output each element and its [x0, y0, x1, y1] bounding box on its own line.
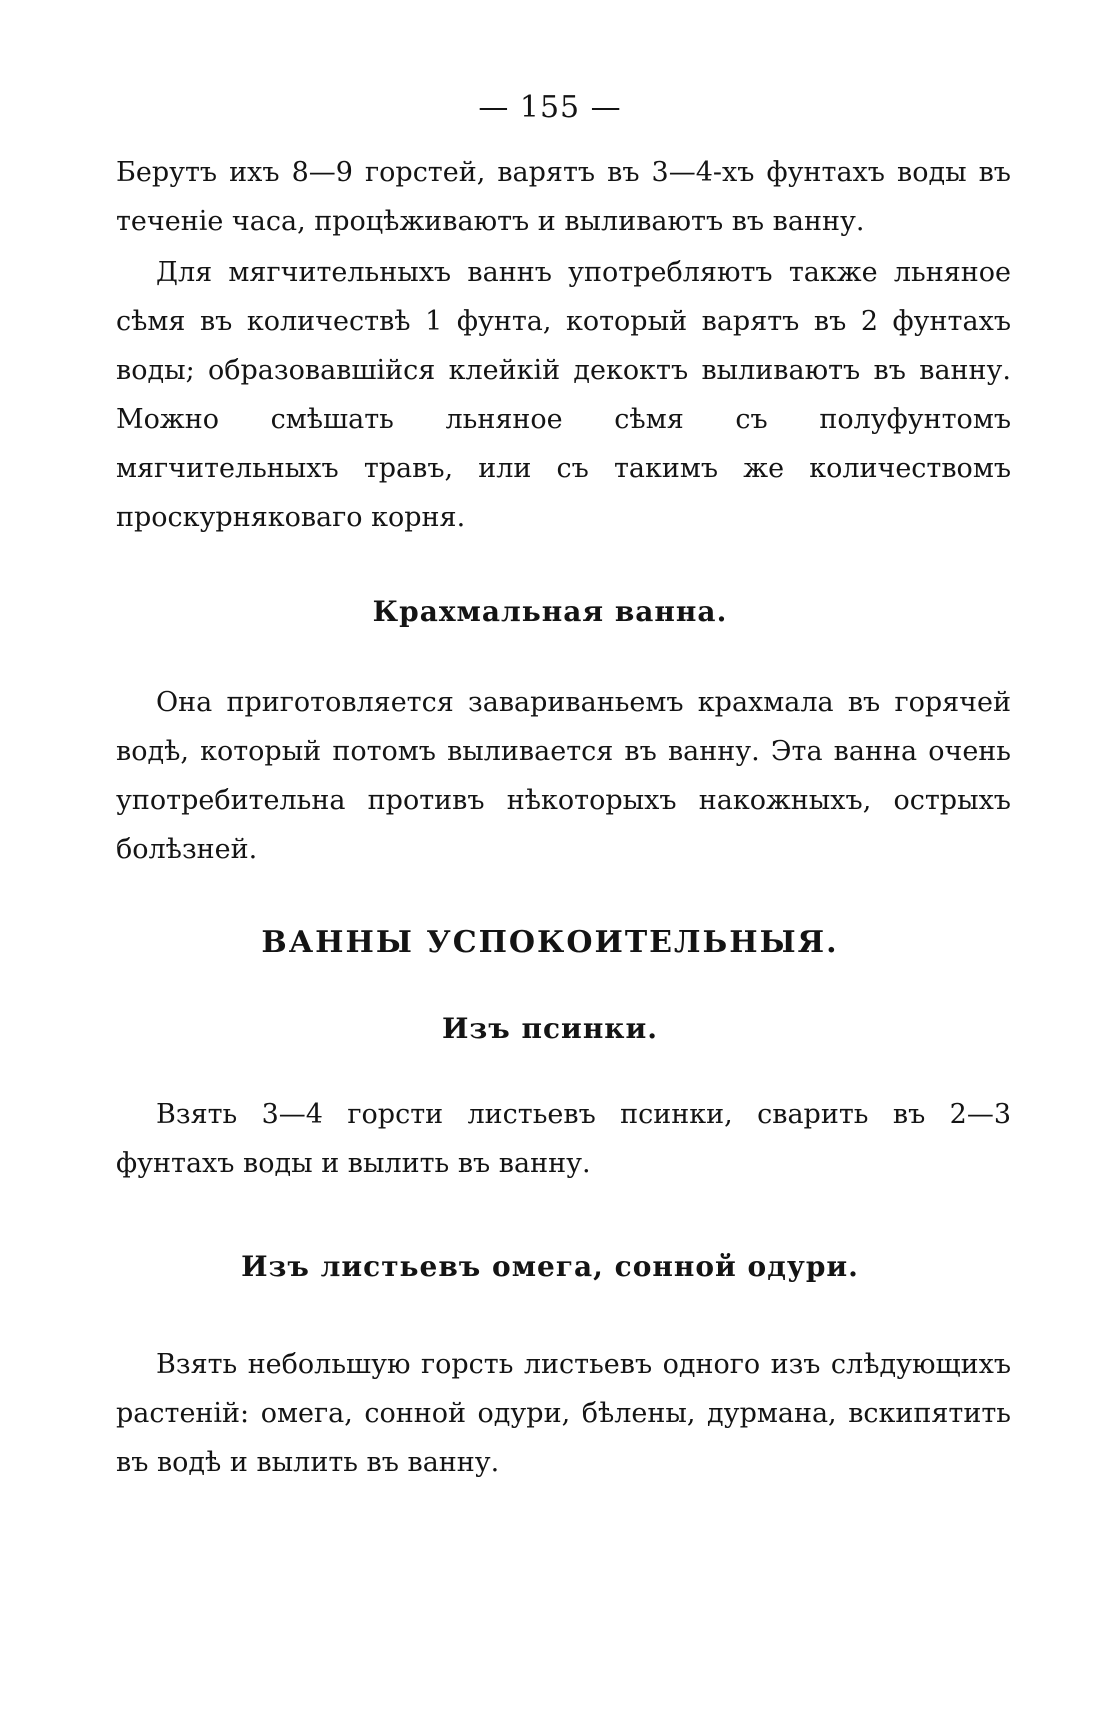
paragraph-2: Для мягчительныхъ ваннъ употребляютъ также льняное сѣмя въ количествѣ 1 фунта, который варятъ въ 2 фунтахъ воды; образовавшійся клейкій декоктъ выливаютъ въ ванну. Можно смѣшать льняное сѣмя съ полуфунтомъ мягчительныхъ травъ, или съ такимъ же количествомъ проскурняковаго корня. [116, 257, 1011, 533]
paragraph-1: Берутъ ихъ 8—9 горстей, варятъ въ 3—4-хъ фунтахъ воды въ теченіе часа, процѣживаютъ и выливаютъ въ ванну. [116, 157, 1011, 237]
section-heading-omega-leaves: Изъ листьевъ омега, сонной одури. [241, 1250, 859, 1283]
page-number: — 155 — [478, 90, 622, 125]
paragraph-3: Она приготовляется завариваньемъ крахмала въ горячей водѣ, который потомъ выливается въ ванну. Эта ванна очень употребительна противъ нѣкоторыхъ накожныхъ, острыхъ болѣзней. [116, 687, 1011, 865]
section-heading-psinka: Изъ псинки. [441, 1012, 659, 1045]
paragraph-4: Взять 3—4 горсти листьевъ псинки, сварить въ 2—3 фунтахъ воды и вылить въ ванну. [116, 1099, 1011, 1179]
chapter-heading-soothing-baths: ВАННЫ УСПОКОИТЕЛЬНЫЯ. [261, 925, 839, 960]
paragraph-5: Взять небольшую горсть листьевъ одного изъ слѣдующихъ растеній: омега, сонной одури, бѣлены, дурмана, вскипятить въ водѣ и вылить въ ванну. [116, 1349, 1011, 1478]
section-heading-starch-bath: Крахмальная ванна. [372, 595, 728, 628]
